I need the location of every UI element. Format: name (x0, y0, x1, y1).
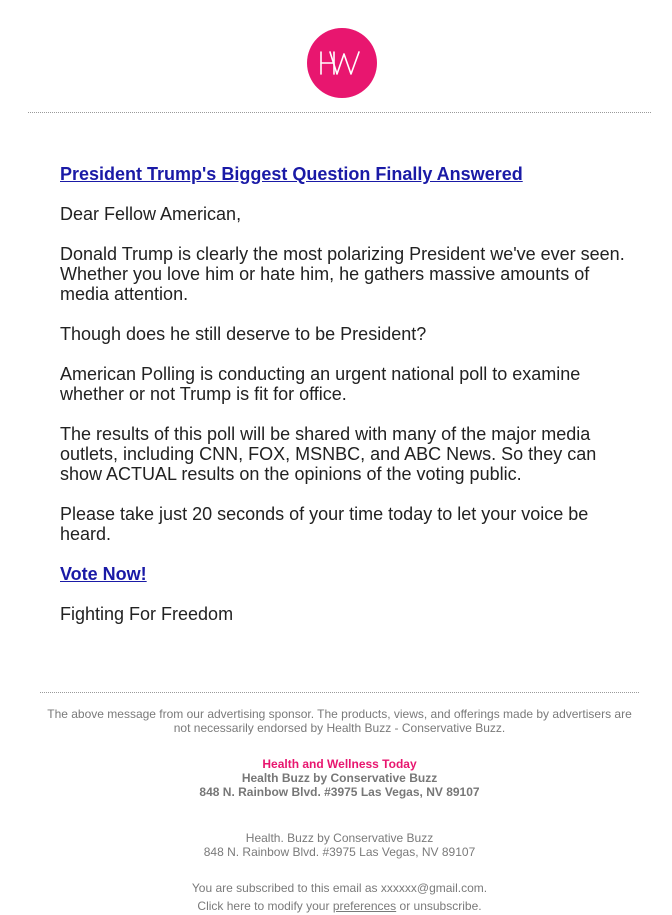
body-paragraph-2: Though does he still deserve to be President? (60, 324, 427, 344)
greeting: Dear Fellow American, (60, 204, 242, 224)
publisher-address: 848 N. Rainbow Blvd. #3975 Las Vegas, NV 89107 (203, 845, 476, 859)
hw-logo (307, 28, 377, 98)
modify-suffix: or unsubscribe. (399, 899, 482, 913)
modify-line (40, 897, 639, 915)
logo-container (0, 28, 672, 98)
preferences-link[interactable]: preferences (332, 899, 397, 913)
footer-brand-address: 848 N. Rainbow Blvd. #3975 Las Vegas, NV 89107 (199, 785, 480, 799)
footer (40, 707, 639, 915)
body-paragraph-5: Please take just 20 seconds of your time today to let your voice be heard. (60, 504, 589, 544)
body-paragraph-3: American Polling is conducting an urgent national poll to examine whether or not Trump is fit for office. (60, 364, 581, 404)
headline (60, 164, 625, 184)
email-body (60, 164, 625, 644)
vote-now-link[interactable]: Vote Now! (60, 564, 147, 584)
body-paragraph-4: The results of this poll will be shared with many of the major media outlets, including CNN, FOX, MSNBC, and ABC News. So they can show ACTUAL results on the opinions of the voting public. (60, 424, 597, 484)
footer-divider (40, 692, 639, 693)
publisher-line: Health. Buzz by Conservative Buzz (245, 831, 434, 845)
subscribed-line: You are subscribed to this email as xxxxxx@gmail.com. (191, 881, 488, 895)
logo-text: HW (316, 48, 318, 49)
footer-brand-publisher: Health Buzz by Conservative Buzz (241, 771, 438, 785)
header-divider (28, 112, 651, 113)
subscription-block (40, 879, 639, 915)
sponsor-disclaimer: The above message from our advertising sponsor. The products, views, and offerings made by advertisers are not necessarily endorsed by Health Buzz - Conservative Buzz. (47, 707, 632, 735)
publisher-block (40, 831, 639, 859)
body-paragraph-1: Donald Trump is clearly the most polarizing President we've ever seen. Whether you love him or hate him, he gathers massive amounts of media attention. (60, 244, 625, 304)
modify-prefix: Click here to modify your (197, 899, 330, 913)
signoff: Fighting For Freedom (60, 604, 234, 624)
headline-link[interactable]: President Trump's Biggest Question Finally Answered (60, 164, 523, 184)
hw-logo-icon (316, 48, 368, 78)
footer-brand-name: Health and Wellness Today (262, 757, 417, 771)
vote-cta (60, 564, 625, 584)
